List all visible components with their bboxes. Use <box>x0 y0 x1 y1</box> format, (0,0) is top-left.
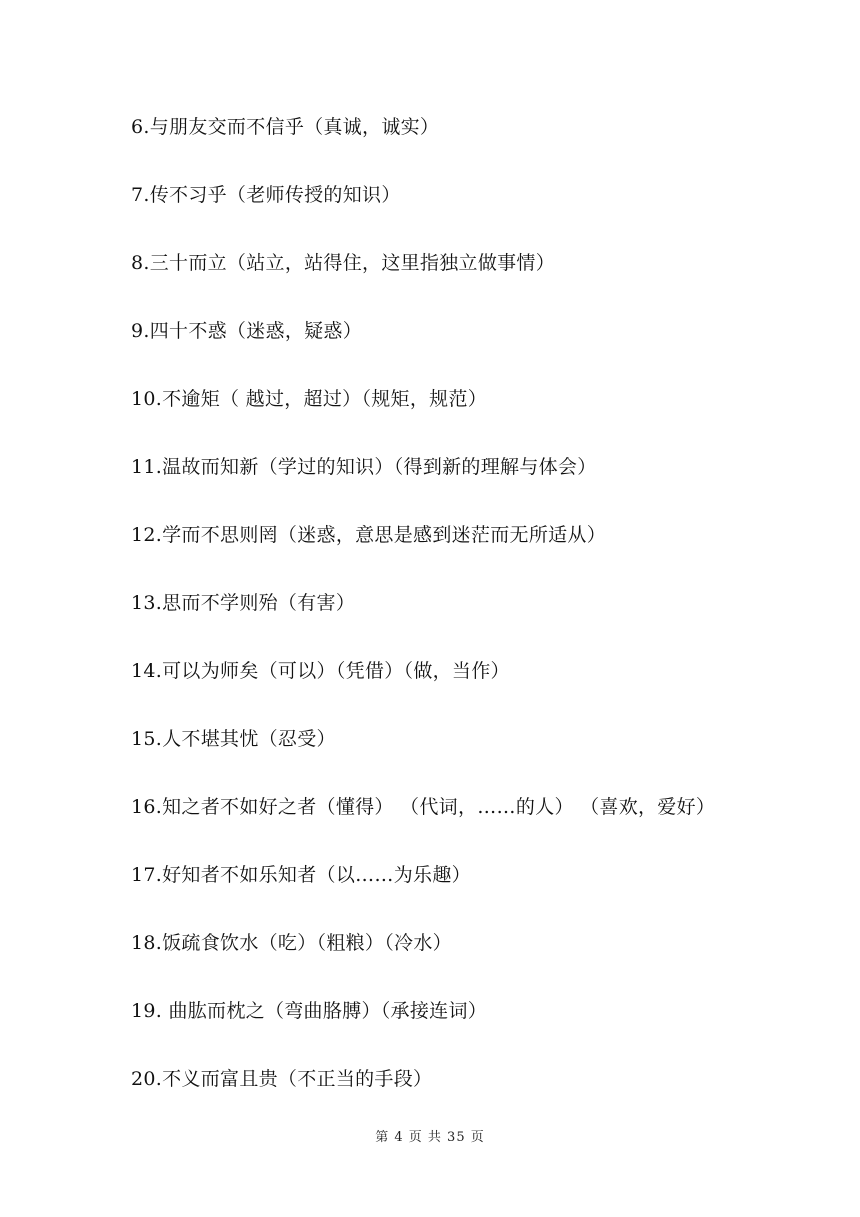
list-item: 19. 曲肱而枕之（弯曲胳膊）（承接连词） <box>131 1000 488 1022</box>
annotation-list <box>131 110 831 1130</box>
list-item: 17.好知者不如乐知者（以……为乐趣） <box>131 864 471 886</box>
list-item: 11.温故而知新（学过的知识）（得到新的理解与体会） <box>131 456 597 478</box>
list-item: 9.四十不惑（迷惑，疑惑） <box>131 320 363 342</box>
list-item: 16.知之者不如好之者（懂得） （代词，……的人） （喜欢，爱好） <box>131 796 716 818</box>
list-item: 7.传不习乎（老师传授的知识） <box>131 184 401 206</box>
list-item: 10.不逾矩（ 越过，超过）（规矩，规范） <box>131 388 488 410</box>
list-item: 13.思而不学则殆（有害） <box>131 592 356 614</box>
list-item: 8.三十而立（站立，站得住，这里指独立做事情） <box>131 252 556 274</box>
list-item: 6.与朋友交而不信乎（真诚，诚实） <box>131 116 440 138</box>
list-item: 18.饭疏食饮水（吃）（粗粮）（冷水） <box>131 932 452 954</box>
list-item: 15.人不堪其忧（忍受） <box>131 728 336 750</box>
page-number-footer: 第 4 页 共 35 页 <box>375 1130 485 1145</box>
list-item: 14.可以为师矣（可以）（凭借）（做，当作） <box>131 660 510 682</box>
list-item: 20.不义而富且贵（不正当的手段） <box>131 1068 433 1090</box>
list-item: 12.学而不思则罔（迷惑，意思是感到迷茫而无所适从） <box>131 524 607 546</box>
